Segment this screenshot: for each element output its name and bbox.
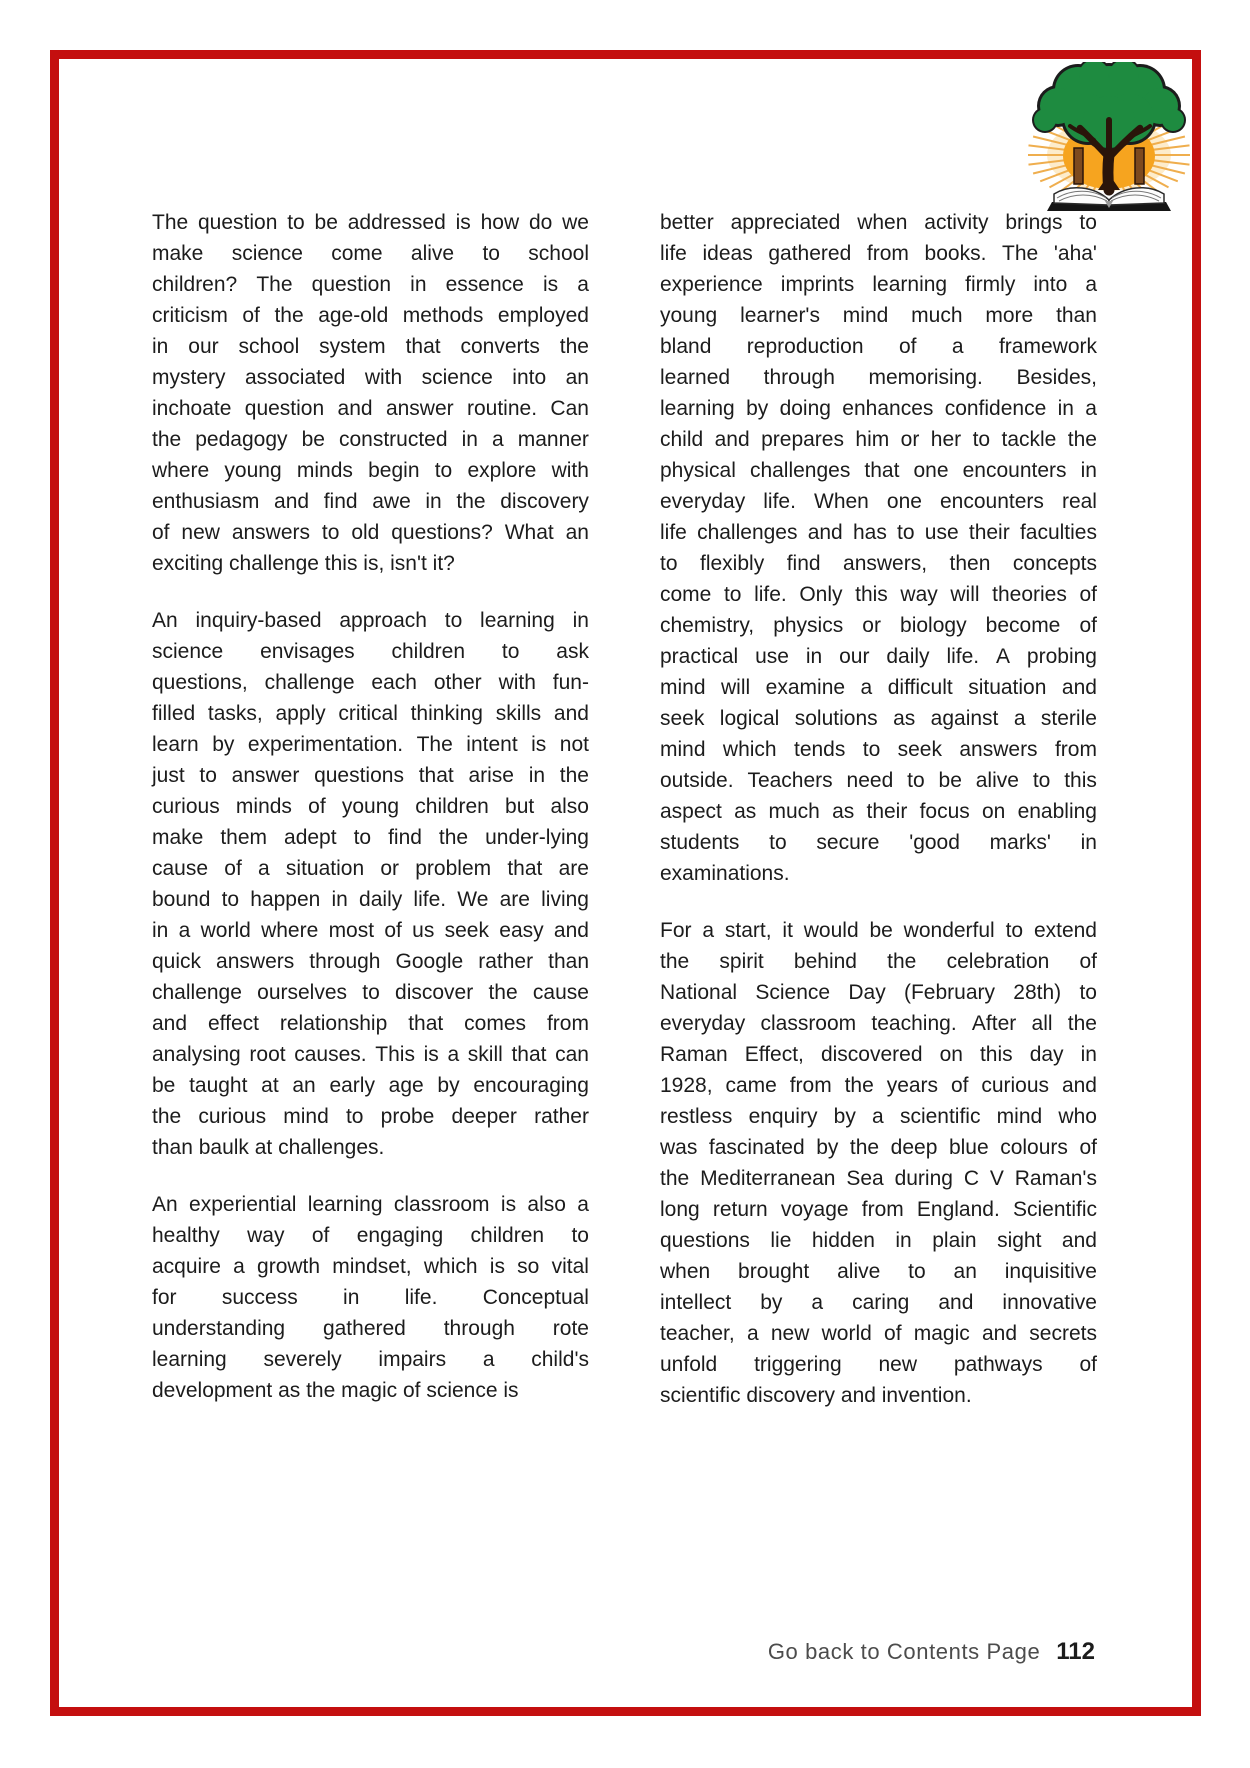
text-line: learning severely impairs a child's — [152, 1348, 589, 1371]
text-line: acquire a growth mindset, which is so vital — [152, 1255, 589, 1278]
text-line: be taught at an early age by encouraging — [152, 1074, 589, 1097]
text-line: criticism of the age-old methods employed — [152, 304, 589, 327]
text-line: An experiential learning classroom is also a — [152, 1193, 589, 1216]
text-line: was fascinated by the deep blue colours of — [660, 1136, 1097, 1159]
text-line: in a world where most of us seek easy and — [152, 919, 589, 942]
text-line: examinations. — [660, 862, 790, 885]
text-line: restless enquiry by a scientific mind who — [660, 1105, 1097, 1128]
text-line: when brought alive to an inquisitive — [660, 1260, 1097, 1283]
text-line: learn by experimentation. The intent is not — [152, 733, 589, 756]
text-line: development as the magic of science is — [152, 1379, 519, 1402]
text-line: scientific discovery and invention. — [660, 1384, 972, 1407]
text-line: science envisages children to ask — [152, 640, 589, 663]
text-line: just to answer questions that arise in the — [152, 764, 589, 787]
text-line: of new answers to old questions? What an — [152, 521, 589, 544]
paragraph — [152, 207, 589, 579]
text-line: physical challenges that one encounters in — [660, 459, 1097, 482]
footer — [768, 1638, 1095, 1666]
text-line: outside. Teachers need to be alive to this — [660, 769, 1097, 792]
text-line: intellect by a caring and innovative — [660, 1291, 1097, 1314]
text-line: enthusiasm and find awe in the discovery — [152, 490, 589, 513]
text-line: child and prepares him or her to tackle the — [660, 428, 1097, 451]
text-line: make science come alive to school — [152, 242, 589, 265]
text-line: children? The question in essence is a — [152, 273, 589, 296]
column-right — [660, 207, 1097, 1411]
text-line: come to life. Only this way will theories of — [660, 583, 1097, 606]
text-line: life ideas gathered from books. The 'aha' — [660, 242, 1097, 265]
column-left — [152, 207, 589, 1406]
text-line: long return voyage from England. Scientific — [660, 1198, 1097, 1221]
text-line: in our school system that converts the — [152, 335, 589, 358]
text-line: learned through memorising. Besides, — [660, 366, 1097, 389]
paragraph — [660, 915, 1097, 1411]
paragraph — [152, 605, 589, 1163]
text-line: inchoate question and answer routine. Can — [152, 397, 589, 420]
text-line: healthy way of engaging children to — [152, 1224, 589, 1247]
text-line: life challenges and has to use their faculties — [660, 521, 1097, 544]
text-line: learning by doing enhances confidence in a — [660, 397, 1097, 420]
text-line: chemistry, physics or biology become of — [660, 614, 1097, 637]
text-line: the spirit behind the celebration of — [660, 950, 1097, 973]
text-line: mystery associated with science into an — [152, 366, 589, 389]
text-line: aspect as much as their focus on enabling — [660, 800, 1097, 823]
text-line: mind which tends to seek answers from — [660, 738, 1097, 761]
text-line: young learner's mind much more than — [660, 304, 1097, 327]
text-line: for success in life. Conceptual — [152, 1286, 589, 1309]
text-line: Raman Effect, discovered on this day in — [660, 1043, 1097, 1066]
text-line: 1928, came from the years of curious and — [660, 1074, 1097, 1097]
text-line: where young minds begin to explore with — [152, 459, 589, 482]
text-line: students to secure 'good marks' in — [660, 831, 1097, 854]
text-line: For a start, it would be wonderful to extend — [660, 919, 1097, 942]
paragraph — [152, 1189, 589, 1406]
tree-book-logo — [1028, 62, 1190, 212]
text-line: bland reproduction of a framework — [660, 335, 1097, 358]
text-line: National Science Day (February 28th) to — [660, 981, 1097, 1004]
text-line: experience imprints learning firmly into a — [660, 273, 1097, 296]
text-line: The question to be addressed is how do we — [152, 211, 589, 234]
text-line: questions, challenge each other with fun- — [152, 671, 589, 694]
text-line: practical use in our daily life. A probing — [660, 645, 1097, 668]
text-line: cause of a situation or problem that are — [152, 857, 589, 880]
text-line: everyday life. When one encounters real — [660, 490, 1097, 513]
contents-page-link[interactable]: Go back to Contents Page — [767, 1639, 1041, 1664]
text-line: better appreciated when activity brings to — [660, 211, 1097, 234]
text-line: bound to happen in daily life. We are living — [152, 888, 589, 911]
text-line: the curious mind to probe deeper rather — [152, 1105, 589, 1128]
text-line: everyday classroom teaching. After all the — [660, 1012, 1097, 1035]
text-line: exciting challenge this is, isn't it? — [152, 552, 455, 575]
text-line: the Mediterranean Sea during C V Raman's — [660, 1167, 1097, 1190]
text-line: questions lie hidden in plain sight and — [660, 1229, 1097, 1252]
text-line: seek logical solutions as against a sterile — [660, 707, 1097, 730]
paragraph — [660, 207, 1097, 889]
text-line: understanding gathered through rote — [152, 1317, 589, 1340]
text-line: the pedagogy be constructed in a manner — [152, 428, 589, 451]
text-line: analysing root causes. This is a skill that can — [152, 1043, 589, 1066]
text-line: to flexibly find answers, then concepts — [660, 552, 1097, 575]
text-line: filled tasks, apply critical thinking skills and — [152, 702, 589, 725]
text-line: curious minds of young children but also — [152, 795, 589, 818]
text-line: challenge ourselves to discover the cause — [152, 981, 589, 1004]
text-line: and effect relationship that comes from — [152, 1012, 589, 1035]
text-line: teacher, a new world of magic and secrets — [660, 1322, 1097, 1345]
tree-book-logo-graphic — [1028, 62, 1190, 212]
text-line: quick answers through Google rather than — [152, 950, 589, 973]
text-line: unfold triggering new pathways of — [660, 1353, 1097, 1376]
text-line: An inquiry-based approach to learning in — [152, 609, 589, 632]
text-line: than baulk at challenges. — [152, 1136, 385, 1159]
text-line: make them adept to find the under-lying — [152, 826, 589, 849]
text-line: mind will examine a difficult situation and — [660, 676, 1097, 699]
page-number: 112 — [1056, 1638, 1095, 1665]
